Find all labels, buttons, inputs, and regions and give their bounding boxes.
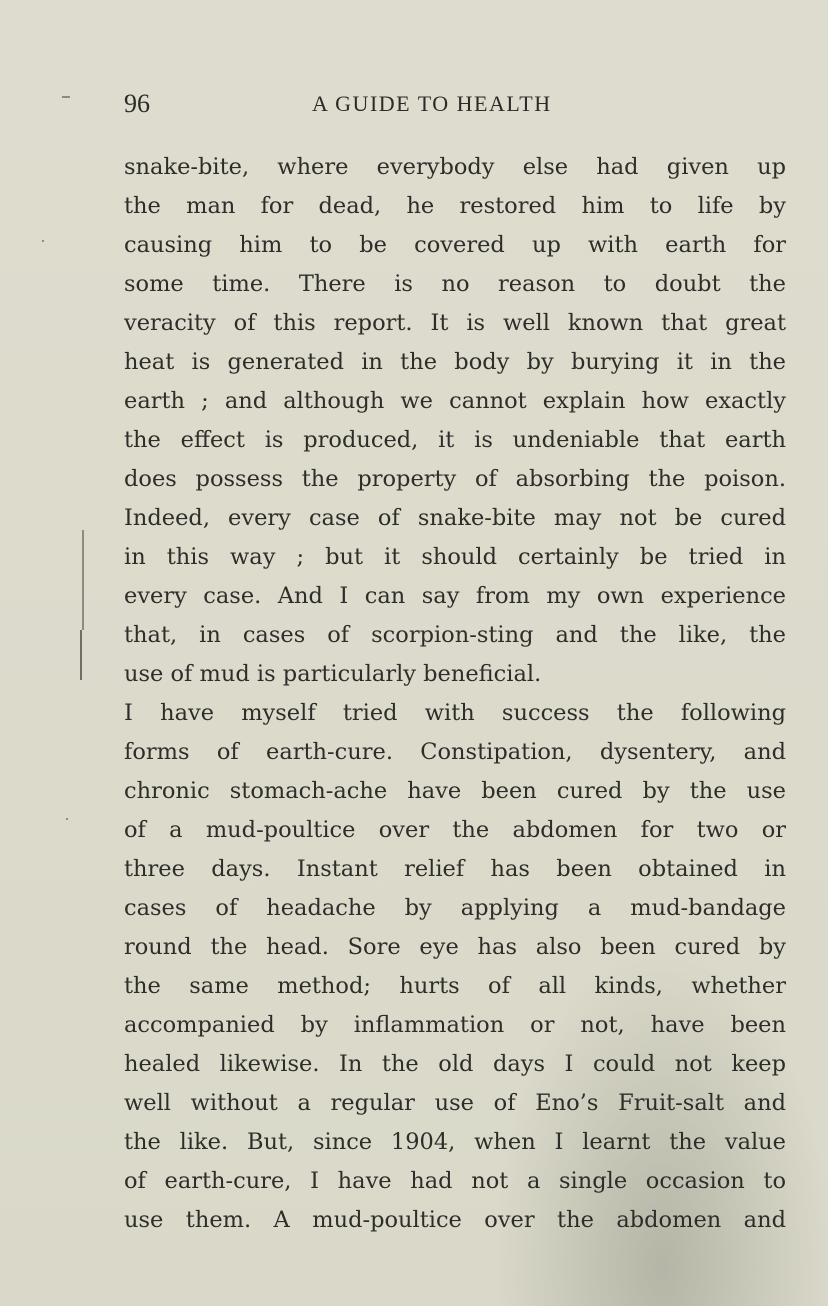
- text-line: chronic stomach-ache have been cured by the use: [124, 778, 786, 804]
- margin-mark: [66, 818, 68, 820]
- text-line: Indeed, every case of snake-bite may not be cured: [124, 505, 786, 531]
- text-line: in this way ; but it should certainly be tried in: [124, 544, 786, 570]
- text-line: heat is generated in the body by burying it in the: [124, 349, 786, 375]
- paragraph-1: [124, 148, 786, 694]
- text-line: I have myself tried with success the following: [124, 700, 786, 726]
- margin-mark: [42, 240, 44, 242]
- body-text: [124, 148, 786, 1240]
- text-line: of earth-cure, I have had not a single occasion to: [124, 1168, 786, 1194]
- text-line: forms of earth-cure. Constipation, dysentery, and: [124, 739, 786, 765]
- text-line: cases of headache by applying a mud-bandage: [124, 895, 786, 921]
- text-line: every case. And I can say from my own experience: [124, 583, 786, 609]
- text-line: of a mud-poultice over the abdomen for two or: [124, 817, 786, 843]
- text-line: does possess the property of absorbing the poison.: [124, 466, 786, 492]
- text-line: causing him to be covered up with earth for: [124, 232, 786, 258]
- text-line: snake-bite, where everybody else had given up: [124, 154, 786, 180]
- text-line: use them. A mud-poultice over the abdomen and: [124, 1207, 786, 1233]
- text-line: that, in cases of scorpion-sting and the like, the: [124, 622, 786, 648]
- text-line: the like. But, since 1904, when I learnt the value: [124, 1129, 786, 1155]
- text-line: well without a regular use of Eno’s Fruit-salt and: [124, 1090, 786, 1116]
- text-line: healed likewise. In the old days I could not keep: [124, 1051, 786, 1077]
- text-line: accompanied by inflammation or not, have been: [124, 1012, 786, 1038]
- text-line: the man for dead, he restored him to life by: [124, 193, 786, 219]
- margin-mark: [80, 630, 82, 680]
- margin-mark: [62, 96, 70, 98]
- text-line: use of mud is particularly beneficial.: [124, 661, 542, 687]
- running-title: A GUIDE TO HEALTH: [312, 91, 552, 116]
- text-line: earth ; and although we cannot explain how exactly: [124, 388, 786, 414]
- text-line: round the head. Sore eye has also been cured by: [124, 934, 786, 960]
- paragraph-2: [124, 694, 786, 1240]
- page-number: 96: [124, 89, 150, 118]
- text-line: the same method; hurts of all kinds, whether: [124, 973, 786, 999]
- page-header: [124, 86, 786, 126]
- text-line: the effect is produced, it is undeniable that earth: [124, 427, 786, 453]
- text-line: some time. There is no reason to doubt the: [124, 271, 786, 297]
- text-line: three days. Instant relief has been obtained in: [124, 856, 786, 882]
- text-line: veracity of this report. It is well known that great: [124, 310, 786, 336]
- margin-mark: [82, 530, 84, 630]
